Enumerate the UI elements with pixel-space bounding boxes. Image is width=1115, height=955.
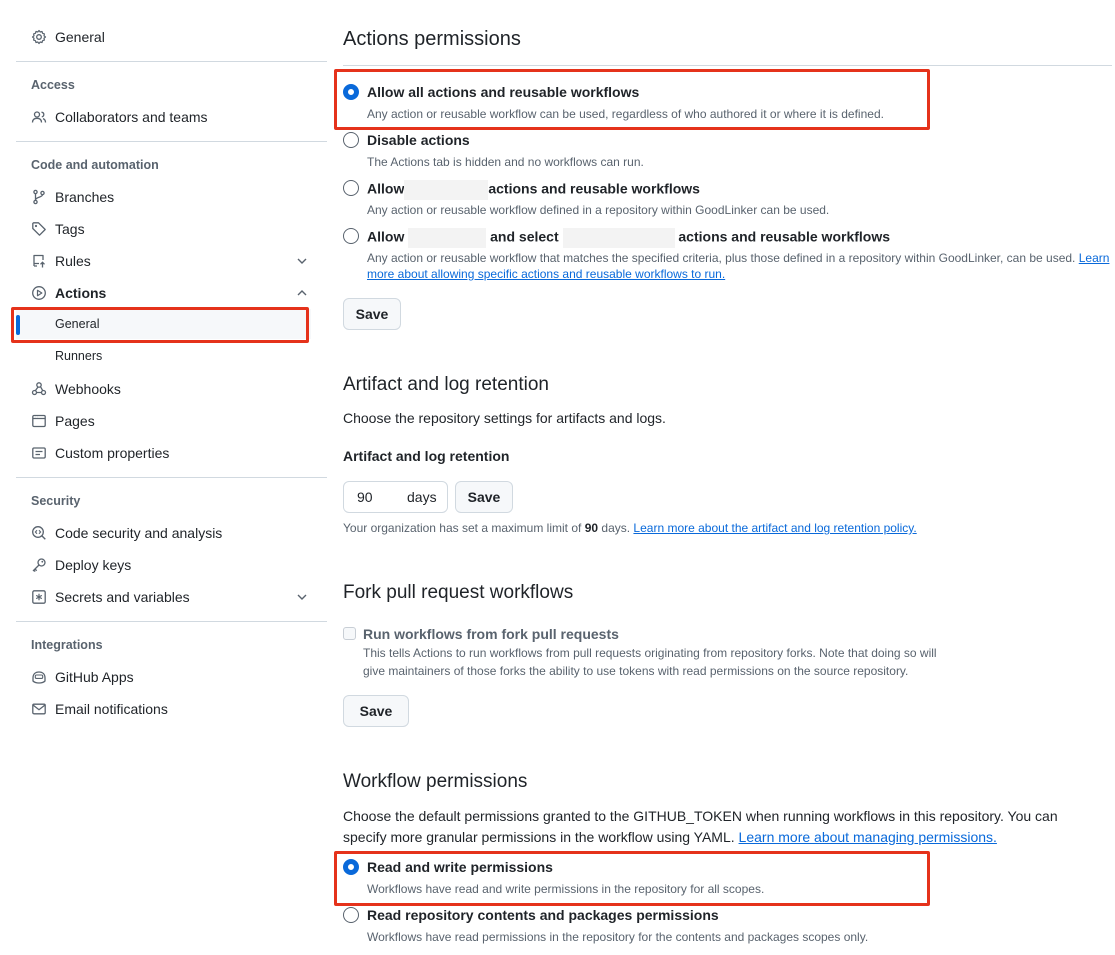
chevron-down-icon[interactable] [295,254,309,268]
retention-days-unit: days [407,489,437,505]
gear-icon [31,29,47,45]
sidebar-item-label: General [55,29,105,45]
git-branch-icon [31,189,47,205]
option-label-allow-org[interactable] [367,180,700,200]
sidebar-item-label: Actions [55,285,107,301]
sidebar-item-label: Secrets and variables [55,589,190,605]
option-desc-read-only: Workflows have read permissions in the repository for the contents and packages scopes only. [367,930,869,944]
radio-read-only-permissions[interactable] [343,907,359,923]
retention-days-input[interactable] [343,481,448,513]
sidebar-item-label: Email notifications [55,701,168,717]
retention-note [343,521,917,535]
sidebar-divider [16,621,327,622]
sidebar-item-label: Collaborators and teams [55,109,208,125]
section-divider [343,65,1112,66]
learn-more-allowing-actions-link[interactable]: Learn more about allowing specific actions and reusable workflows to run. [367,251,1110,281]
section-title-artifact-retention: Artifact and log retention [343,374,549,395]
sidebar-item-pages[interactable] [16,406,311,436]
sidebar-item-label: Code security and analysis [55,525,223,541]
radio-allow-select[interactable] [343,228,359,244]
sidebar-item-general[interactable] [16,22,311,52]
sidebar-divider [16,141,327,142]
section-title-workflow-permissions: Workflow permissions [343,771,528,792]
codescan-icon [31,525,47,541]
sidebar-item-label: Runners [55,349,103,363]
note-text: days. [601,521,631,535]
sidebar-item-collaborators[interactable] [16,102,311,132]
option-desc-read-write: Workflows have read and write permissions in the repository for all scopes. [367,882,765,896]
copilot-app-icon [31,669,47,685]
sidebar-item-branches[interactable] [16,182,311,212]
learn-more-retention-link[interactable]: Learn more about the artifact and log retention policy. [633,521,917,535]
sidebar-divider [16,477,327,478]
desc-text: Any action or reusable workflow that matches the specified criteria, plus those defined in a repository within GoodLinker, can be used. [367,251,1076,265]
label-part: actions and reusable workflows [678,228,891,245]
settings-sidebar [0,0,330,955]
label-part: Allow [367,228,405,245]
sidebar-item-webhooks[interactable] [16,374,311,404]
artifact-retention-field-label: Artifact and log retention [343,448,510,464]
option-desc-allow-org: Any action or reusable workflow defined in a repository within GoodLinker can be used. [367,203,830,217]
option-desc-allow-select [367,250,1112,282]
workflow-permissions-desc-line1: Choose the default permissions granted to the GITHUB_TOKEN when running workflows in this repository. You can [343,808,1058,824]
radio-allow-org[interactable] [343,180,359,196]
artifact-retention-desc: Choose the repository settings for artifacts and logs. [343,410,666,426]
option-label-allow-all[interactable]: Allow all actions and reusable workflows [367,84,640,100]
sidebar-item-email-notifications[interactable] [16,694,311,724]
sidebar-item-label: Deploy keys [55,557,132,573]
run-fork-workflows-checkbox[interactable] [343,627,356,640]
sidebar-divider [16,61,327,62]
section-title-fork-workflows: Fork pull request workflows [343,582,574,603]
label-part: Allow [367,180,405,197]
section-title-actions-permissions: Actions permissions [343,28,521,50]
sidebar-item-github-apps[interactable] [16,662,311,692]
option-desc-disable: The Actions tab is hidden and no workflows can run. [367,155,644,169]
section-label-code-automation: Code and automation [31,158,159,172]
label-part: and select [490,228,559,245]
label-part: actions and reusable workflows [488,180,700,197]
play-icon [31,285,47,301]
sidebar-item-deploy-keys[interactable] [16,550,311,580]
redacted-text [408,228,486,248]
sidebar-subitem-actions-runners[interactable] [16,341,311,371]
sidebar-item-custom-properties[interactable] [16,438,311,468]
fork-checkbox-label: Run workflows from fork pull requests [363,626,619,642]
key-icon [31,557,47,573]
tag-icon [31,221,47,237]
sidebar-item-label: Tags [55,221,85,237]
main-content [343,0,1115,955]
sidebar-item-secrets[interactable] [16,582,311,612]
asterisk-box-icon [31,589,47,605]
browser-icon [31,413,47,429]
sidebar-item-label: Pages [55,413,95,429]
note-limit-value: 90 [584,521,599,535]
sidebar-subitem-actions-general[interactable] [16,309,311,339]
sidebar-item-label: Branches [55,189,115,205]
note-text: Your organization has set a maximum limit of [343,521,582,535]
option-label-read-write[interactable]: Read and write permissions [367,859,553,875]
section-label-integrations: Integrations [31,638,103,652]
radio-disable-actions[interactable] [343,132,359,148]
sidebar-item-label: Custom properties [55,445,170,461]
redacted-text [563,228,675,248]
chevron-up-icon[interactable] [295,286,309,300]
sidebar-item-label: GitHub Apps [55,669,134,685]
sidebar-item-code-security[interactable] [16,518,311,548]
mail-icon [31,701,47,717]
desc-text: specify more granular permissions in the workflow using YAML. [343,829,735,845]
section-label-access: Access [31,78,75,92]
option-desc-allow-all: Any action or reusable workflow can be used, regardless of who authored it or where it is defined. [367,107,884,121]
radio-allow-all[interactable] [343,84,359,100]
chevron-down-icon[interactable] [295,590,309,604]
webhook-icon [31,381,47,397]
sidebar-item-label: Rules [55,253,91,269]
sidebar-item-tags[interactable] [16,214,311,244]
section-label-security: Security [31,494,81,508]
option-label-read-only[interactable]: Read repository contents and packages permissions [367,907,719,923]
sidebar-item-label: Webhooks [55,381,121,397]
save-actions-permissions-button[interactable]: Save [343,298,401,330]
sidebar-item-actions[interactable] [16,278,311,308]
option-label-allow-select[interactable] [367,228,890,248]
radio-read-write-permissions[interactable] [343,859,359,875]
note-icon [31,445,47,461]
sidebar-item-label: General [55,317,100,331]
repo-push-icon [31,253,47,269]
people-icon [31,109,47,125]
retention-days-value: 90 [357,489,373,505]
option-label-disable[interactable]: Disable actions [367,132,470,148]
sidebar-item-rules[interactable] [16,246,311,276]
save-retention-button[interactable]: Save [455,481,513,513]
workflow-permissions-desc-line2 [343,827,997,848]
save-fork-workflows-button[interactable]: Save [343,695,409,727]
fork-desc-line2: give maintainers of those forks the ability to use tokens with read permissions on the source repository. [363,664,909,678]
redacted-text [404,180,488,200]
fork-desc-line1: This tells Actions to run workflows from pull requests originating from repository forks. Note that doing so will [363,646,937,660]
learn-more-permissions-link[interactable]: Learn more about managing permissions. [738,829,997,845]
